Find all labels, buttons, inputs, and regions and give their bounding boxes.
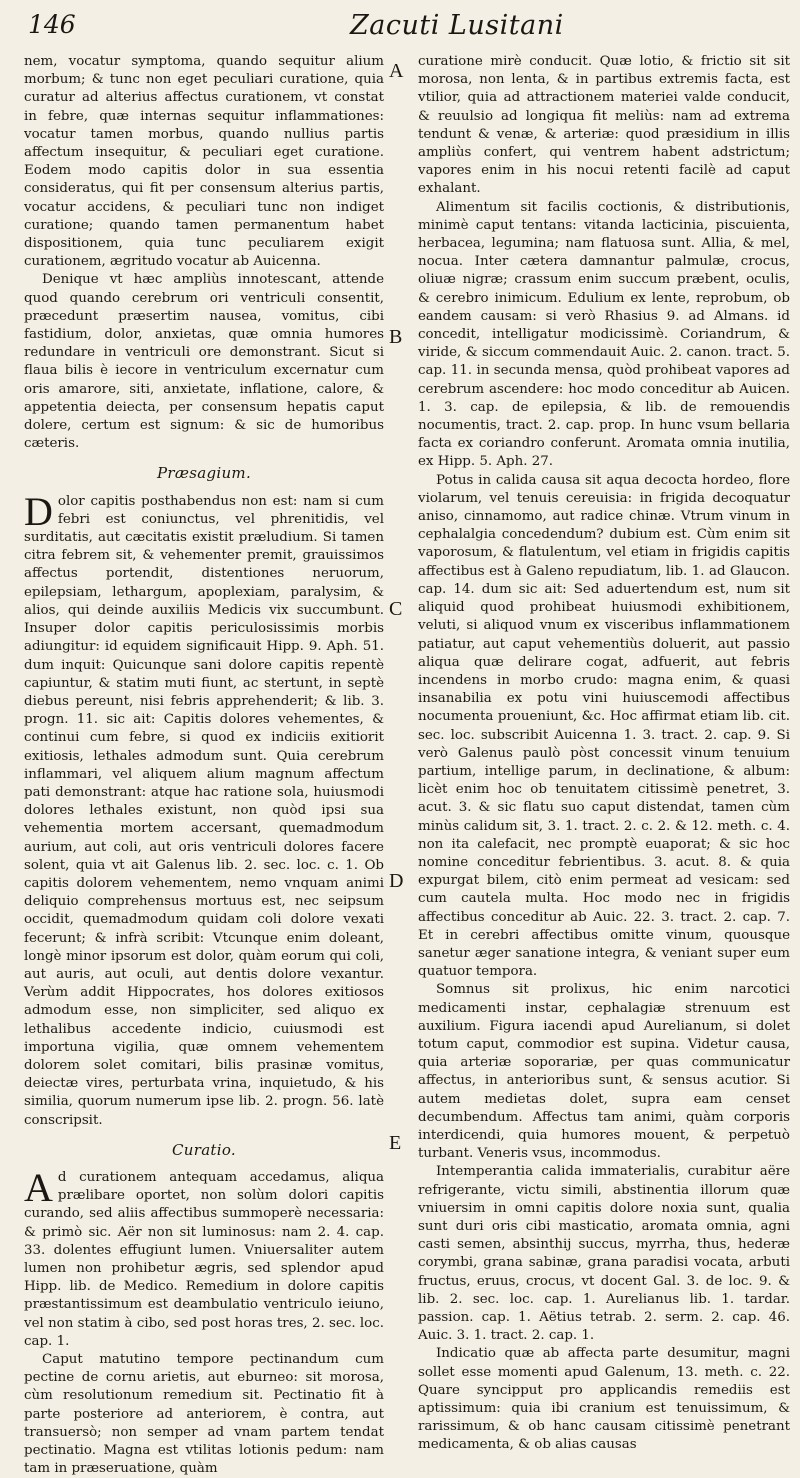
section-heading-curatio: Curatio.	[171, 1140, 236, 1159]
margin-letter-c: C	[389, 598, 403, 620]
paragraph	[24, 1164, 384, 1351]
paragraph: Indicatio quæ ab affecta parte desumitur, magni sollet esse momenti apud Galenum, 13. meth. c. 22. Quare syncipput pro applicandis remediis est aptissimum: quia ibi cranium est tenuissimum, & rarissimum, & ob hanc causam citissimè penetrant medicamenta, & ob alias causas	[418, 1346, 790, 1453]
drop-cap: D	[24, 488, 53, 534]
paragraph: Intemperantia calida immaterialis, curabitur aëre refrigerante, victu simili, abstinentia illorum quæ vniuersim in omni capitis dolore noxia sunt, qualia sunt duri oris cibi masticatio, aromata omnia, agni casti semen, absinthij succus, myrrha, thus, hederæ corymbi, grana sabinæ, grana paradisi vocata, arbuti fructus, eruus, crocus, vt docent Gal. 3. de loc. 9. & lib. 2. sec. loc. cap. 1. Aurelianus lib. 1. tardar. passion. cap. 1. Aëtius tetrab. 2. serm. 2. cap. 46. Auic. 3. 1. tract. 2. cap. 1.	[418, 1164, 790, 1344]
right-column	[418, 53, 790, 1453]
paragraph-text: d curationem antequam accedamus, aliqua prælibare oportet, non solùm dolori capitis curando, sed aliis affectibus summoperè necessaria: & primò sic. Aër non sit luminosus: nam 2. 4. cap. 33. dolentes effugiunt lumen. Vniuersaliter autem lumen non prohibetur ægris, sed splendor apud Hipp. lib. de Medico. Remedium in dolore capitis præstantissimum est deambulatio ventriculo ieiuno, vel non statim à cibo, sed post horas tres, 2. sec. loc. cap. 1.	[24, 1169, 384, 1349]
margin-letter-a: A	[389, 60, 404, 82]
paragraph	[24, 488, 384, 1130]
paragraph: Alimentum sit facilis coctionis, & distributionis, minimè caput tentans: vitanda lacticinia, piscuienta, herbacea, legumina; nam flatuosa sunt. Allia, & mel, nocua. Inter cætera damnantur palmulæ, crocus, oliuæ nigræ; crassum enim succum præbent, oculis, & cerebro inimicum. Edulium ex lente, reprobum, ob eandem causam: si verò Rhasius 9. ad Almans. id concedit, intelligatur modicissimè. Coriandrum, & viride, & siccum commendauit Auic. 2. canon. tract. 5. cap. 11. in secunda mensa, quòd prohibeat vapores ad cerebrum ascendere: hoc modo conceditur ab Auicen. 1. 3. cap. de epilepsia, & lib. de remouendis nocumentis, tract. 2. cap. prop. In hunc vsum bellaria facta ex coriandro conferunt. Aromata omnia inutilia, ex Hipp. 5. Aph. 27.	[418, 199, 790, 470]
margin-letter-b: B	[389, 326, 403, 348]
margin-letter-e: E	[389, 1132, 402, 1154]
paragraph: Potus in calida causa sit aqua decocta hordeo, flore violarum, vel tenuis cereuisia: in frigida decoquatur aniso, cinnamomo, aut radice chinæ. Vtrum vinum in cephalalgia concedendum? dubium est. Cùm enim sit vaporosum, & flatulentum, vel etiam in frigidis capitis affectibus est à Galeno repudiatum, lib. 1. ad Glaucon. cap. 14. dum sic ait: Sed aduertendum est, num sit aliquid quod prohibeat huiusmodi exhibitionem, veluti, si aliquod vnum ex visceribus inflammationem patiatur, aut caput vehementiùs doluerit, aut passio aliqua quæ delirare cogat, adfuerit, aut febris incendens in morbo crudo: magna enim, & quasi insanabilia ex potu vini huiuscemodi affectibus nocumenta proueniunt, &c. Hoc affirmat etiam lib. cit. sec. loc. subscribit Auicenna 1. 3. tract. 2. cap. 9. Si verò Galenus paulò pòst concessit vinum tenuium partium, intellige parum, in declinatione, & album: licèt enim hoc ob tenuitatem citissimè penetret, 3. acut. 3. & sic flatu suo caput distendat, tamen cùm minùs calidum sit, 3. 1. tract. 2. c. 2. & 12. meth. c. 4. non ita calefacit, nec promptè euaporat; & sic hoc nomine conceditur febrientibus. 3. acut. 8. & quia expurgat bilem, citò enim permeat ad vesicam: sed cum cautela multa. Hoc modo nec in frigidis affectibus conceditur ab Auic. 22. 3. tract. 2. cap. 7. Et in cerebri affectibus omitte vinum, quousque sanetur æger sanatione integra, & veniant super eum quatuor tempora.	[418, 472, 790, 980]
drop-cap: A	[24, 1164, 53, 1210]
paragraph: nem, vocatur symptoma, quando sequitur alium morbum; & tunc non eget peculiari curatione, quia curatur ad alterius affectus curationem, vt constat in febre, quæ internas sequitur inflammationes: vocatur tamen morbus, quando nullius partis affectum insequitur, & peculiari eget curatione. Eodem modo capitis dolor in sua essentia consideratus, qui fit per consensum alterius partis, vocatur accidens, & peculiari tunc non indiget curatione; quando tamen permanentum habet dispositionem, quia tunc peculiarem exigit curationem, ægritudo vocatur ab Auicenna.	[24, 54, 384, 270]
running-head: Zacuti Lusitani	[350, 10, 564, 41]
paragraph: Caput matutino tempore pectinandum cum pectine de cornu arietis, aut eburneo: sit morosa, cùm resolutionum remedium sit. Pectinatio fit à parte posteriore ad anteriorem, è contra, aut transuersò; non semper ad vnam partem tendat pectinatio. Magna est vtilitas lotionis pedum: nam tam in præseruatione, quàm	[24, 1352, 384, 1477]
left-column	[24, 53, 384, 1477]
paragraph: Somnus sit prolixus, hic enim narcotici medicamenti instar, cephalagiæ strenuum est auxilium. Figura iacendi apud Aurelianum, si dolet totum caput, commodior est supina. Videtur causa, quia arteriæ soporariæ, per quas communicatur affectus, in anterioribus sunt, & sensus acutior. Si autem medietas dolet, supra eam censet decumbendum. Affectus tam animi, quàm corporis interdicendi, quia humores mouent, & perpetuò turbant. Veneris vsus, incommodus.	[418, 982, 790, 1162]
section-heading-praesagium: Præsagium.	[156, 464, 252, 483]
paragraph-text: olor capitis posthabendus non est: nam si cum febri est coniunctus, vel phrenitidis, vel surditatis, aut cæcitatis existit præludium. Si tamen citra febrem sit, & vehementer premit, grauissimos affectus portendit, distentiones neruorum, epilepsiam, lethargum, apoplexiam, paralysim, & alios, qui deinde auxiliis Medicis vix succumbunt. Insuper dolor capitis periculosissimis morbis adiungitur: id equidem significauit Hipp. 9. Aph. 51. dum inquit: Quicunque sani dolore capitis repentè capiuntur, & statim muti fiunt, ac stertunt, in septè diebus pereunt, nisi febris apprehenderit; & lib. 3. progn. 11. sic ait: Capitis dolores vehementes, & continui cum febre, si quod ex indiciis exitiorit exitiosis, lethales admodum sunt. Quia cerebrum inflammari, vel aliquem alium magnum affectum pati demonstrant: atque hac ratione sola, huiusmodi dolores lethales existunt, non quòd ipsi sua vehementia mortem accersant, quemadmodum aurium, aut coli, aut oris ventriculi dolores facere solent, quia vt ait Galenus lib. 2. sec. loc. c. 1. Ob capitis dolorem vehementem, nemo vnquam animi deliquio comprehensus mortuus est, nec seipsum occidit, quemadmodum quidam coli dolore vexati fecerunt; & infrà scribit: Vtcunque enim doleant, longè minor ipsorum est dolor, quàm eorum qui coli, aut auris, aut oculi, aut dentis dolore vexantur. Verùm addit Hippocrates, hos dolores exitiosos admodum esse, non simpliciter, sed aliquo ex lethalibus accedente indicio, cuiusmodi est importuna vigilia, quæ omnem vehementem dolorem solet comitari, bilis prasinæ vomitus, deiectæ vires, perturbata vrina, inquietudo, & his similia, quorum numerum ipse lib. 2. progn. 56. latè conscripsit.	[24, 493, 384, 1128]
page-header	[28, 10, 780, 50]
paragraph: Denique vt hæc ampliùs innotescant, attende quod quando cerebrum ori ventriculi consentit, præcedunt præsertim nausea, vomitus, cibi fastidium, dolor, anxietas, quæ omnia humores redundare in ventriculi ore demonstrant. Sicut si flaua bilis è iecore in ventriculum excernatur cum oris amarore, siti, anxietate, inflatione, calore, & appetentia deiecta, per consensum hepatis caput dolere, certum est signum: & sic de humoribus cæteris.	[24, 272, 384, 452]
page-number: 146	[28, 10, 76, 39]
margin-letter-d: D	[389, 870, 404, 892]
paragraph: curatione mirè conducit. Quæ lotio, & frictio sit sit morosa, non lenta, & in partibus extremis facta, est vtilior, quia ad attractionem materiei valde conducit, & reuulsio ad longiqua fit meliùs: nam ad extrema tendunt & venæ, & arteriæ: quod præsidium in illis ampliùs confert, qui ventrem habent adstrictum; vapores enim in his nocui retenti facilè ad caput exhalant.	[418, 54, 790, 197]
